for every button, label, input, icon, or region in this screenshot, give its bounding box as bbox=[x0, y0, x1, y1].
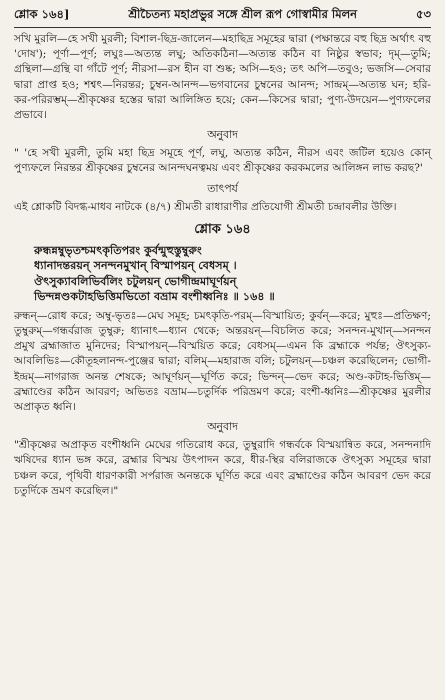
word-gloss-verse: রুন্ধন্—রোধ করে; অম্বু-ভৃতঃ—মেঘ সমূহ; চমৎকৃতি-পরম্—বিস্মায়িত; কুর্বন্—করে; মুহুঃ—প্রতিক্ষণ; তুম্বুরুম্—গন্ধর্বরাজ তুম্বুরু; ধ্যানাৎ—ধ্যান থেকে; অন্তরয়ন্—বিচলিত করে; সনন্দন-মুখান্—সনন্দন প্রমুখ ব্রহ্মাজাত মুনিদের; বিস্মাপয়ন্—বিস্ময়িত করে; বেধসম্—এমন কি ব্রহ্মাকে পর্যন্ত; ঔৎসুক্য-আবলিভিঃ—কৌতূহলানন্দ-পুঞ্জের দ্বারা; বলিম্—মহারাজ বলি; চটুলয়ন্—চঞ্চল করেছিলেন; ভোগী-ইন্দ্রম্—নাগরাজ অনন্ত শেষকে; আঘূর্ণয়ন্—ঘূর্ণিত করে; ভিন্দন্—ভেদ করে; অণ্ড-কটাহ-ভিত্তিম্—ব্রহ্মাণ্ডের কঠিন আবরণ; অভিতঃ বভ্রাম—চতুর্দিক পরিভ্রমণ করে; বংশী-ধ্বনিঃ—শ্রীকৃষ্ণের মুরলীর অপ্রাকৃত ধ্বনি। bbox=[14, 309, 431, 414]
verse-reference: শ্লোক ১৬৪] bbox=[14, 7, 70, 21]
sanskrit-verse bbox=[14, 243, 431, 305]
page-number: ৫৩ bbox=[416, 7, 431, 21]
purport-heading: তাৎপর্য bbox=[207, 181, 238, 195]
verse-line: ভিন্দন্নণ্ডকটাহভিত্তিমভিতো বভ্রাম বংশীধ্বনিঃ ॥ ১৬৪ ॥ bbox=[34, 289, 275, 304]
translation-text: " 'হে সখী মুরলী, তুমি মহা ছিদ্র সমূহে পূর্ণ, লঘু, অত্যন্ত কঠিন, নীরস এবং জটিল হয়েও কোন্ পুণ্যফলে নিরন্তর শ্রীকৃষ্ণের চুম্বনের আনন্দঘনত্বময় এবং শ্রীকৃষ্ণের করকমলের আলিঙ্গন লাভ করছ?' bbox=[14, 147, 431, 175]
translation-text-2: "শ্রীকৃষ্ণের অপ্রাকৃত বংশীধ্বনি মেঘের গতিরোধ করে, তুম্বুরাদি গন্ধর্বকে বিস্ময়ান্বিত করে, সনন্দনাদি ঋষিদের ধ্যান ভঙ্গ করে, ব্রহ্মার বিস্ময় উৎপাদন করে, ধীর-স্থির বলিরাজকে ঔৎসুক্য সমূহের দ্বারা চঞ্চল করে, পৃথিবী ধারণকারী সর্পরাজ অনন্তকে ঘূর্ণিত করে এবং ব্রহ্মাণ্ডের কঠিন আবরণ ভেদ করে চতুর্দিকে ভ্রমণ করেছিল।" bbox=[14, 439, 431, 497]
verse-line: রুন্ধন্নম্বুভৃতশ্চমৎকৃতিপরং কুর্বন্মুহুস্তুম্বুরুং bbox=[34, 242, 202, 257]
running-header bbox=[14, 6, 431, 28]
verse-line: ঔৎসুক্যাবলিভির্বলিং চটুলয়ন্ ভোগীন্দ্রমাঘূর্ণয়ন্ bbox=[34, 273, 237, 288]
chapter-title: শ্রীচৈতন্য মহাপ্রভুর সঙ্গে শ্রীল রূপ গোস্বামীর মিলন bbox=[128, 7, 358, 21]
translation-heading-2: অনুবাদ bbox=[207, 420, 238, 434]
translation-heading: অনুবাদ bbox=[207, 128, 238, 142]
word-gloss-previous: সখি মুরলি—হে সখী মুরলী; বিশাল-ছিদ্র-জালেন—মহাছিদ্র সমূহের দ্বারা (পক্ষান্তরে বহু ছিদ্র অর্থাৎ বহু 'দোষ'); পূর্ণা—পূর্ণ; লঘুঃ—অত্যন্ত লঘু; অতিকঠিনা—অত্যন্ত কঠিন বা নিষ্ঠুর স্বভাব; দৃম্—তুমি; গ্রন্থিলা—গ্রন্থি বা গাঁটে পূর্ণ; নীরসা—রস হীন বা শুষ্ক; অসি—হও; তৎ অপি—তবুও; ভজসি—সেবার দ্বারা প্রাপ্ত হও; শশ্বৎ—নিরন্তর; চুম্বন-আনন্দ—ভগবানের চুম্বনের আনন্দ; সান্দ্রম্—অত্যন্ত ঘন; হরি-কর-পরিরম্ভম্—শ্রীকৃষ্ণের হস্তের দ্বারা আলিঙ্গিত হয়ে; কেন—কিসের দ্বারা; পুণ্য-উদয়েন—পুণ্যফলের প্রভাবে। bbox=[14, 33, 431, 122]
verse-title: শ্লোক ১৬৪ bbox=[194, 221, 251, 237]
purport-text: এই শ্লোকটি বিদগ্ধ-মাধব নাটকে (৪/৭) শ্রীমতী রাধারাণীর প্রতিযোগী শ্রীমতী চন্দ্রাবলীর উক্তি। bbox=[14, 200, 397, 213]
verse-line: ধ্যানাদন্তরয়ন্ সনন্দনমুখান্ বিস্মাপয়ন্ বেধসম্ । bbox=[34, 258, 237, 273]
